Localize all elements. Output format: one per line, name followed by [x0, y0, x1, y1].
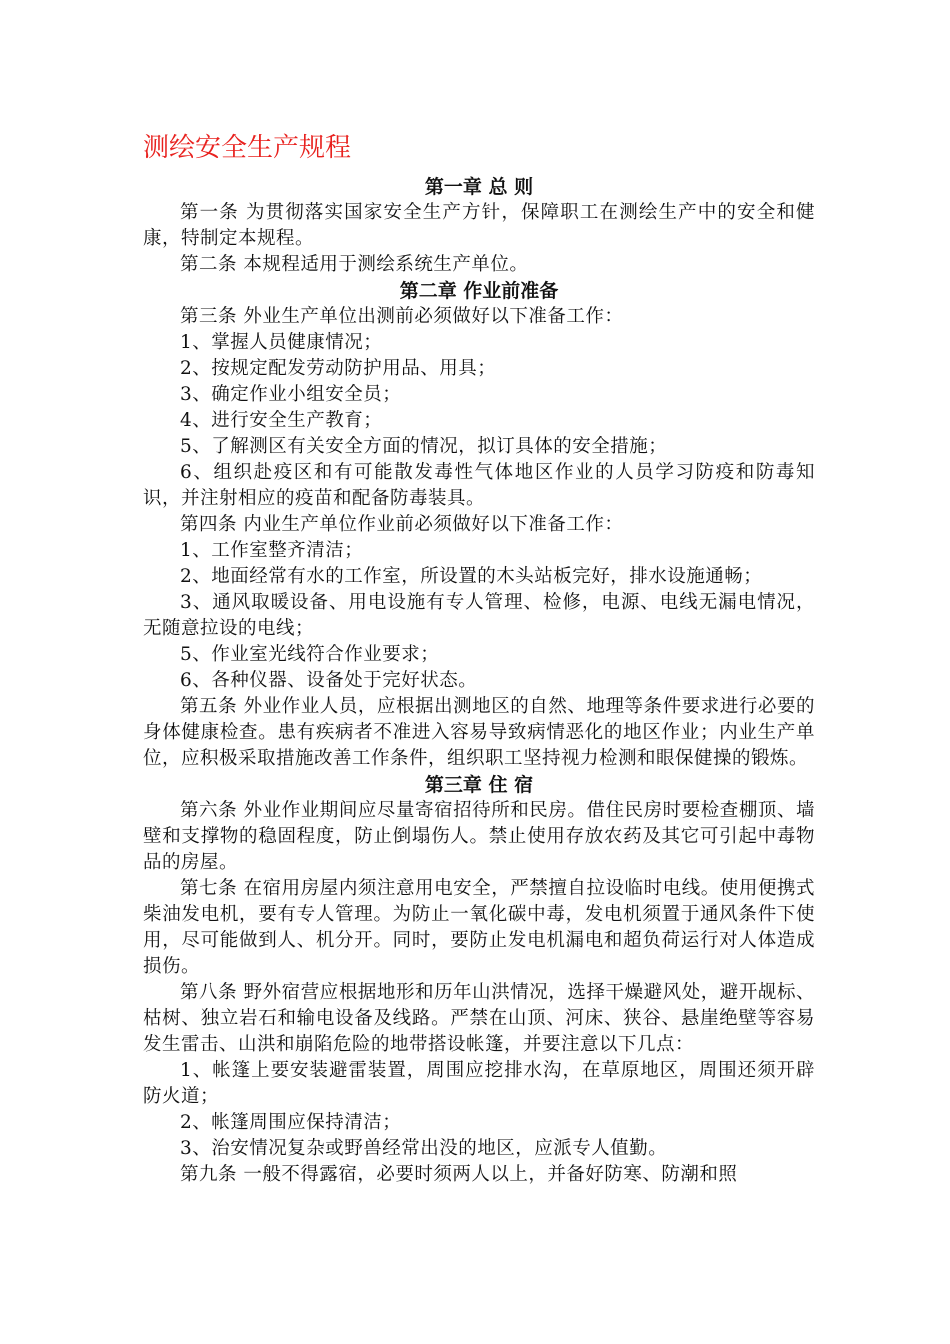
- list-item: 6、组织赴疫区和有可能散发毒性气体地区作业的人员学习防疫和防毒知识，并注射相应的疫苗和配备防毒装具。: [143, 462, 815, 509]
- paragraph: 第九条 一般不得露宿，必要时须两人以上，并备好防寒、防潮和照: [180, 1164, 738, 1185]
- list-item: 3、确定作业小组安全员；: [180, 384, 402, 405]
- chapter-1: [143, 174, 815, 278]
- paragraph: 第六条 外业作业期间应尽量寄宿招待所和民房。借住民房时要检查棚顶、墙壁和支撑物的稳固程度，防止倒塌伤人。禁止使用存放农药及其它可引起中毒物品的房屋。: [143, 800, 815, 873]
- list-item: 5、了解测区有关安全方面的情况，拟订具体的安全措施；: [180, 436, 668, 457]
- paragraph: 第一条 为贯彻落实国家安全生产方针，保障职工在测绘生产中的安全和健康，特制定本规程。: [143, 202, 815, 249]
- chapter-2: [143, 278, 815, 772]
- chapter-heading: 第二章 作业前准备: [399, 280, 559, 302]
- chapter-heading: 第三章 住 宿: [424, 774, 534, 796]
- list-item: 1、掌握人员健康情况；: [180, 332, 383, 353]
- list-item: 4、进行安全生产教育；: [180, 410, 383, 431]
- document-title: 测绘安全生产规程: [143, 133, 352, 163]
- paragraph: 第五条 外业作业人员，应根据出测地区的自然、地理等条件要求进行必要的身体健康检查。患有疾病者不准进入容易导致病情恶化的地区作业；内业生产单位，应积极采取措施改善工作条件，组织职工坚持视力检测和眼保健操的锻炼。: [143, 696, 815, 769]
- paragraph: 第四条 内业生产单位作业前必须做好以下准备工作：: [180, 514, 624, 535]
- paragraph: 第八条 野外宿营应根据地形和历年山洪情况，选择干燥避风处，避开觇标、枯树、独立岩石和输电设备及线路。严禁在山顶、河床、狭谷、悬崖绝壁等容易发生雷击、山洪和崩陷危险的地带搭设帐篷，并要注意以下几点：: [143, 982, 815, 1055]
- list-item: 3、通风取暖设备、用电设施有专人管理、检修，电源、电线无漏电情况，无随意拉设的电线；: [143, 592, 815, 639]
- paragraph: 第二条 本规程适用于测绘系统生产单位。: [180, 254, 529, 275]
- chapter-3: [143, 772, 815, 1188]
- document-page: [143, 128, 815, 1188]
- list-item: 3、治安情况复杂或野兽经常出没的地区，应派专人值勤。: [180, 1138, 668, 1159]
- chapter-heading: 第一章 总 则: [424, 176, 534, 198]
- list-item: 1、工作室整齐清洁；: [180, 540, 364, 561]
- list-item: 6、各种仪器、设备处于完好状态。: [180, 670, 478, 691]
- paragraph: 第七条 在宿用房屋内须注意用电安全，严禁擅自拉设临时电线。使用便携式柴油发电机，要有专人管理。为防止一氧化碳中毒，发电机须置于通风条件下使用，尽可能做到人、机分开。同时，要防止发电机漏电和超负荷运行对人体造成损伤。: [143, 878, 815, 977]
- list-item: 2、帐篷周围应保持清洁；: [180, 1112, 402, 1133]
- list-item: 2、地面经常有水的工作室，所设置的木头站板完好，排水设施通畅；: [180, 566, 763, 587]
- list-item: 5、作业室光线符合作业要求；: [180, 644, 440, 665]
- paragraph: 第三条 外业生产单位出测前必须做好以下准备工作：: [180, 306, 624, 327]
- list-item: 1、帐篷上要安装避雷装置，周围应挖排水沟，在草原地区，周围还须开辟防火道；: [143, 1060, 815, 1107]
- list-item: 2、按规定配发劳动防护用品、用具；: [180, 358, 497, 379]
